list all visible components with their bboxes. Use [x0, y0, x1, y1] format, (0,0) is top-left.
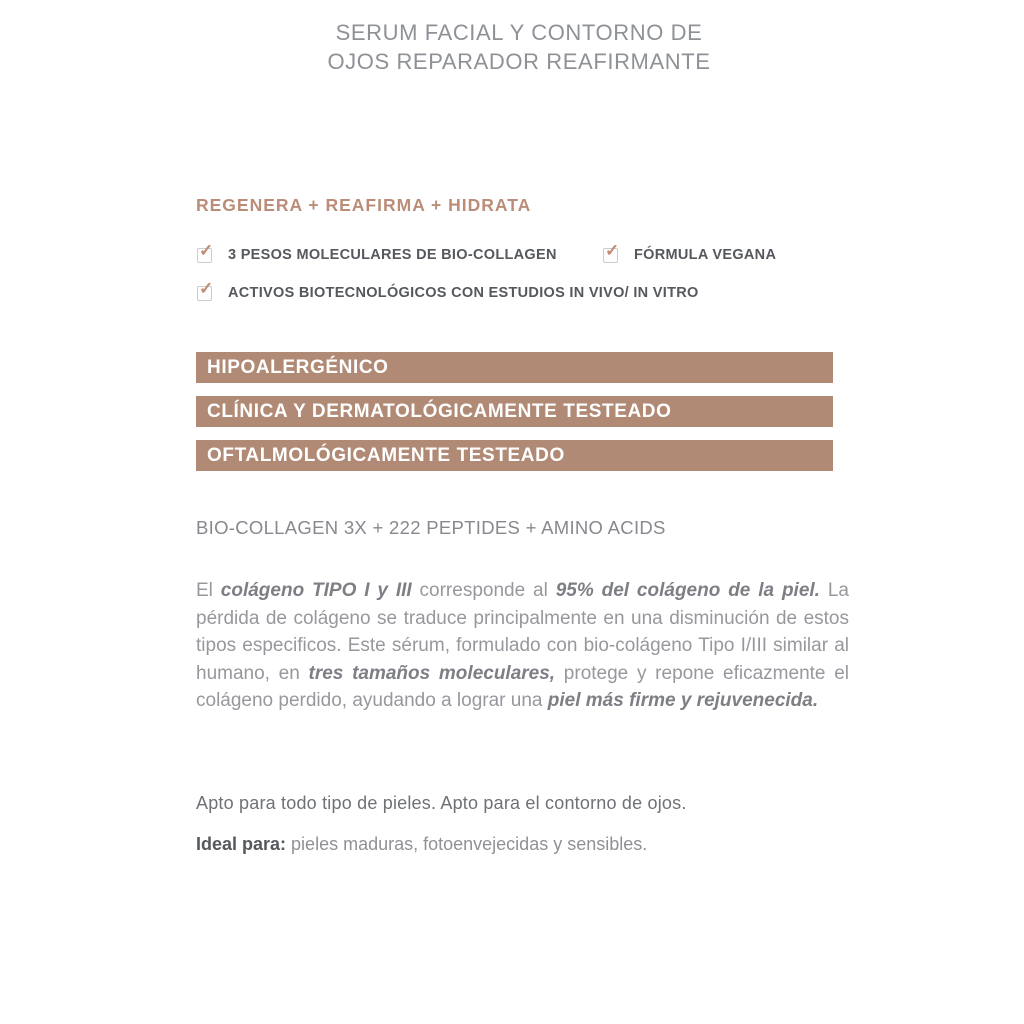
- checklist-item-formula-vegana: [603, 240, 777, 263]
- page-title-line2: OJOS REPARADOR REAFIRMANTE: [327, 49, 711, 74]
- checklist-item-label: ACTIVOS BIOTECNOLÓGICOS CON ESTUDIOS IN VIVO/ IN VITRO: [228, 285, 699, 301]
- checklist-item-label: 3 PESOS MOLECULARES DE BIO-COLLAGEN: [228, 247, 557, 263]
- ideal-para-text: pieles maduras, fotoenvejecidas y sensibles.: [286, 834, 648, 854]
- checkmark-icon: ✓: [199, 240, 214, 260]
- ideal-para-label: Ideal para:: [196, 834, 287, 854]
- banner-oftalmologicamente-testeado: OFTALMOLÓGICAMENTE TESTEADO: [196, 440, 833, 471]
- ideal-para-line: [196, 834, 647, 855]
- page-title-line1: SERUM FACIAL Y CONTORNO DE: [335, 20, 703, 45]
- checked-checkbox-icon: [197, 240, 214, 263]
- checklist-item-activos-biotecnologicos: [197, 278, 699, 301]
- ingredients-line: BIO-COLLAGEN 3X + 222 PEPTIDES + AMINO ACIDS: [196, 517, 666, 538]
- checklist-item-pesos-moleculares: [197, 240, 557, 263]
- banner-hipoalergenico: HIPOALERGÉNICO: [196, 352, 833, 383]
- banner-clinica-dermatologicamente-testeado: CLÍNICA Y DERMATOLÓGICAMENTE TESTEADO: [196, 396, 833, 427]
- page-title: [0, 18, 1024, 76]
- checklist-item-label: FÓRMULA VEGANA: [634, 247, 777, 263]
- checkmark-icon: ✓: [605, 240, 620, 260]
- suitability-line: Apto para todo tipo de pieles. Apto para el contorno de ojos.: [196, 793, 687, 813]
- checkmark-icon: ✓: [199, 278, 214, 298]
- checked-checkbox-icon: [197, 278, 214, 301]
- description-paragraph: El colágeno TIPO I y III corresponde al 95% del colágeno de la piel. La pérdida de colágeno se traduce principalmente en una disminución de estos tipos especificos. Este sérum, formulado con bio-colágeno Tipo I/III similar al humano, en tres tamaños moleculares, protege y repone eficazmente el colágeno perdido, ayudando a lograr una piel más firme y rejuvenecida.: [196, 580, 849, 711]
- checked-checkbox-icon: [603, 240, 620, 263]
- benefits-heading: REGENERA + REAFIRMA + HIDRATA: [196, 195, 532, 215]
